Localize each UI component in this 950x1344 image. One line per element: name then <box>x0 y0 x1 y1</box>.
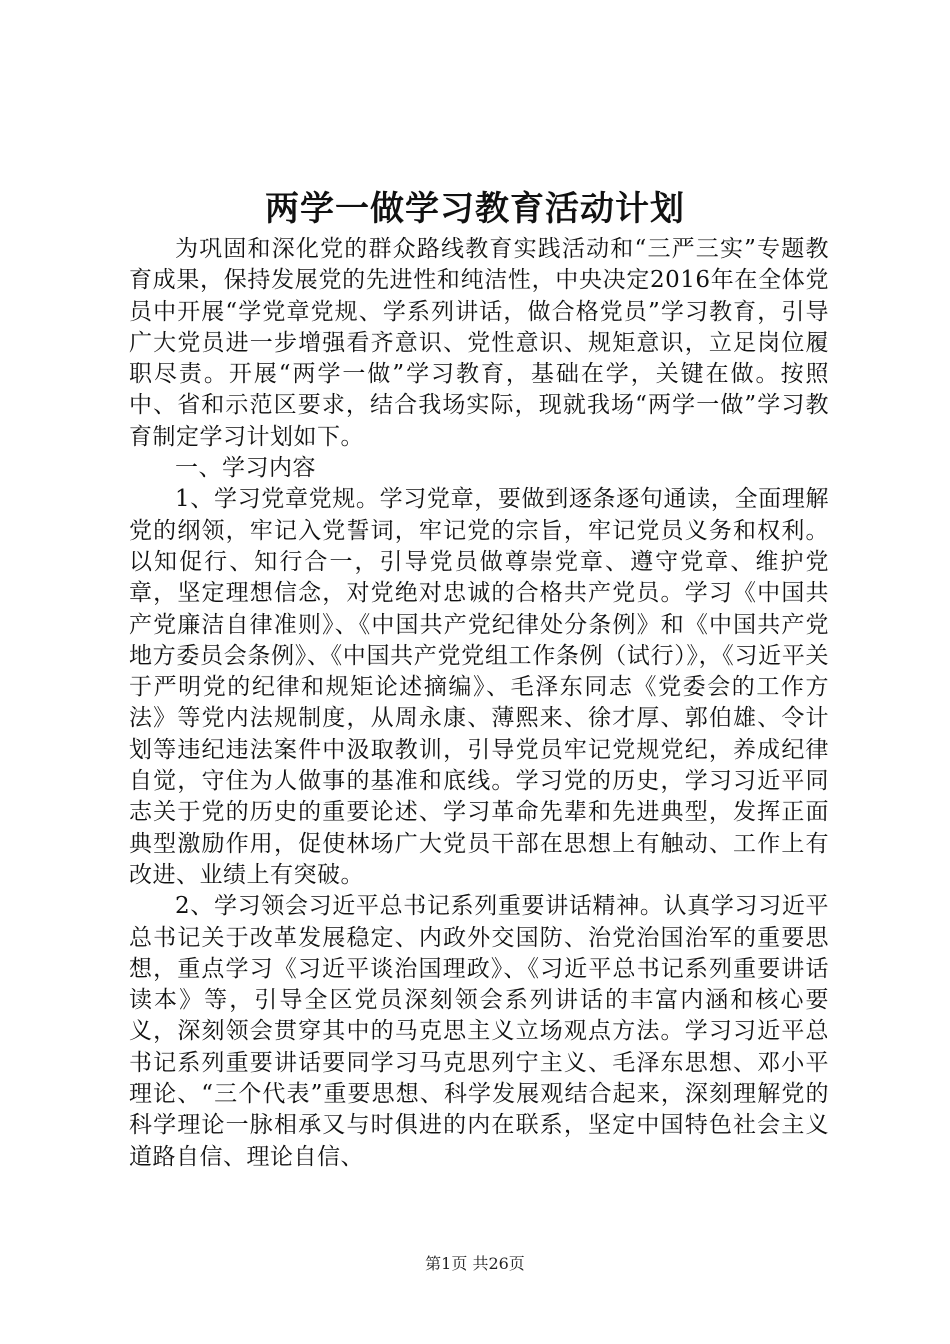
document-title: 两学一做学习教育活动计划 <box>265 189 685 229</box>
section-heading-study-content: 一、学习内容 <box>175 455 316 482</box>
intro-paragraph: 为巩固和深化党的群众路线教育实践活动和“三严三实”专题教育成果，保持发展党的先进性和纯洁性，中央决定2016年在全体党员中开展“学党章党规、学系列讲话，做合格党员”学习教育，引导广大党员进一步增强看齐意识、党性意识、规矩意识，立足岗位履职尽责。开展“两学一做”学习教育，基础在学，关键在做。按照中、省和示范区要求，结合我场实际，现就我场“两学一做”学习教育制定学习计划如下。 <box>129 236 829 450</box>
paragraph-speeches: 2、学习领会习近平总书记系列重要讲话精神。认真学习习近平总书记关于改革发展稳定、内政外交国防、治党治国治军的重要思想，重点学习《习近平谈治国理政》、《习近平总书记系列重要讲话读本》等，引导全区党员深刻领会系列讲话的丰富内涵和核心要义，深刻领会贯穿其中的马克思主义立场观点方法。学习习近平总书记系列重要讲话要同学习马克思列宁主义、毛泽东思想、邓小平理论、“三个代表”重要思想、科学发展观结合起来，深刻理解党的科学理论一脉相承又与时俱进的内在联系，坚定中国特色社会主义道路自信、理论自信、 <box>129 893 829 1170</box>
paragraph-party-rules: 1、学习党章党规。学习党章，要做到逐条逐句通读，全面理解党的纲领，牢记入党誓词，牢记党的宗旨，牢记党员义务和权利。以知促行、知行合一，引导党员做尊崇党章、遵守党章、维护党章，坚定理想信念，对党绝对忠诚的合格共产党员。学习《中国共产党廉洁自律准则》、《中国共产党纪律处分条例》和《中国共产党地方委员会条例》、《中国共产党党组工作条例（试行）》，《习近平关于严明党的纪律和规矩论述摘编》、毛泽东同志《党委会的工作方法》等党内法规制度，从周永康、薄熙来、徐才厚、郭伯雄、令计划等违纪违法案件中汲取教训，引导党员牢记党规党纪，养成纪律自觉，守住为人做事的基准和底线。学习党的历史，学习习近平同志关于党的历史的重要论述、学习革命先辈和先进典型，发挥正面典型激励作用，促使林场广大党员干部在思想上有触动、工作上有改进、业绩上有突破。 <box>129 486 829 888</box>
page-number-footer: 第1页 共26页 <box>425 1254 525 1273</box>
document-body <box>129 234 829 1173</box>
